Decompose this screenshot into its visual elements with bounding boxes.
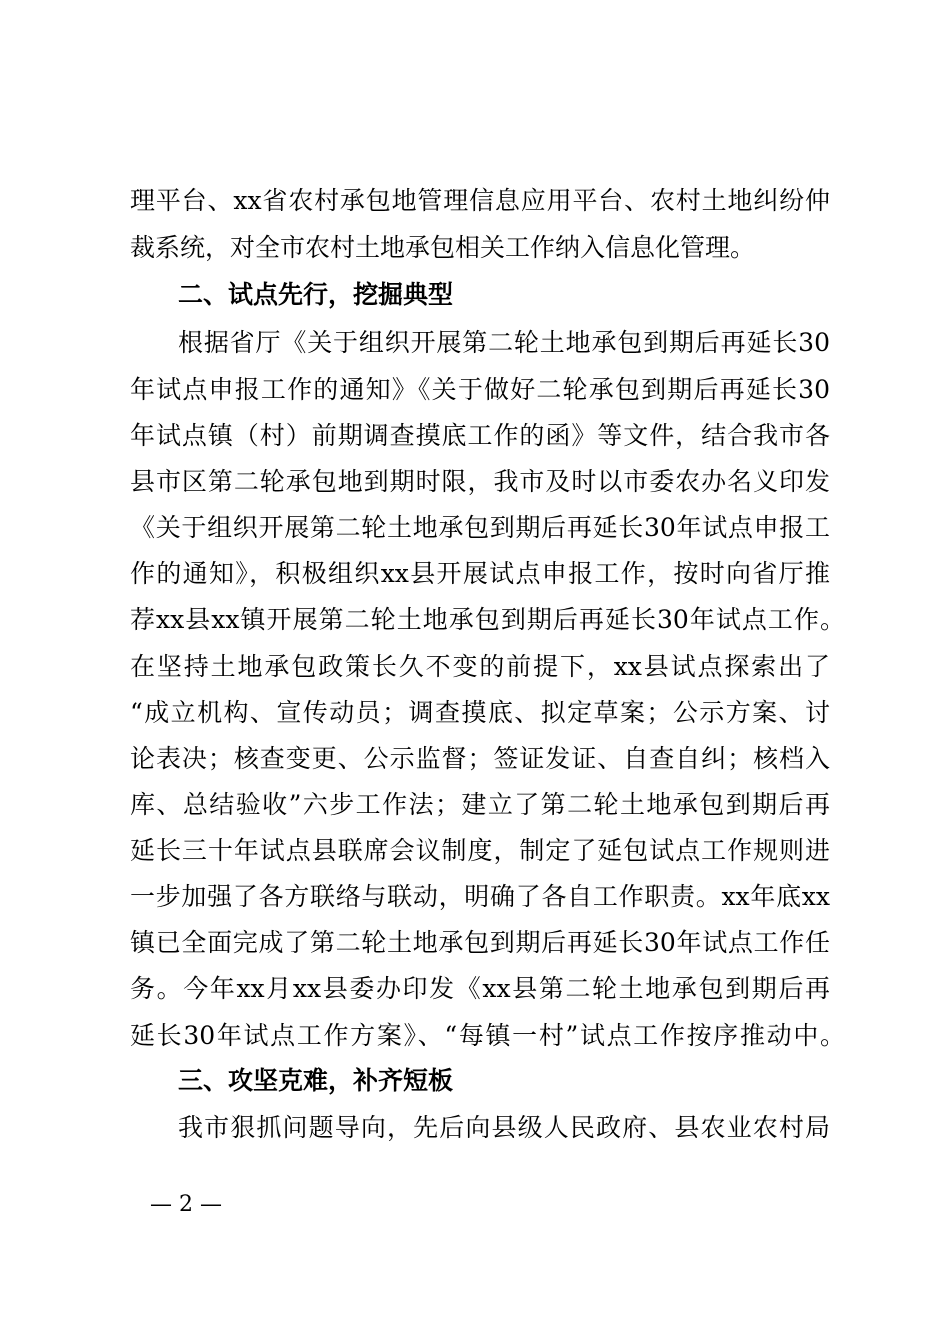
paragraph-line: 延长三十年试点县联席会议制度，制定了延包试点工作规则进 bbox=[130, 836, 830, 865]
paragraph-line: 论表决；核查变更、公示监督；签证发证、自查自纠；核档入 bbox=[130, 744, 830, 773]
paragraph-line: 库、总结验收”六步工作法；建立了第二轮土地承包到期后再 bbox=[130, 790, 830, 819]
section-heading-2: 二、试点先行，挖掘典型 bbox=[178, 280, 454, 309]
paragraph-line: 务。今年xx月xx县委办印发《xx县第二轮土地承包到期后再 bbox=[130, 974, 830, 1003]
paragraph-line: 一步加强了各方联络与联动，明确了各自工作职责。xx年底xx bbox=[130, 882, 830, 911]
paragraph-line: 理平台、xx省农村承包地管理信息应用平台、农村土地纠纷仲 bbox=[130, 186, 830, 215]
paragraph-line: 我市狠抓问题导向，先后向县级人民政府、县农业农村局 bbox=[178, 1113, 830, 1142]
paragraph-line: 年试点镇（村）前期调查摸底工作的函》等文件，结合我市各 bbox=[130, 421, 830, 450]
paragraph-line: 县市区第二轮承包地到期时限，我市及时以市委农办名义印发 bbox=[130, 467, 830, 496]
paragraph-line: 《关于组织开展第二轮土地承包到期后再延长30年试点申报工 bbox=[130, 513, 830, 542]
paragraph-line: 延长30年试点工作方案》、“每镇一村”试点工作按序推动中。 bbox=[130, 1021, 845, 1050]
paragraph-line: 根据省厅《关于组织开展第二轮土地承包到期后再延长30 bbox=[178, 328, 830, 357]
section-heading-3: 三、攻坚克难，补齐短板 bbox=[178, 1066, 454, 1095]
page-number: — 2 — bbox=[150, 1192, 222, 1217]
paragraph-line: “成立机构、宣传动员；调查摸底、拟定草案；公示方案、讨 bbox=[130, 698, 830, 727]
paragraph-line: 作的通知》，积极组织xx县开展试点申报工作，按时向省厅推 bbox=[130, 559, 830, 588]
paragraph-line: 在坚持土地承包政策长久不变的前提下，xx县试点探索出了 bbox=[130, 652, 830, 681]
paragraph-line: 裁系统，对全市农村土地承包相关工作纳入信息化管理。 bbox=[130, 233, 756, 262]
paragraph-line: 镇已全面完成了第二轮土地承包到期后再延长30年试点工作任 bbox=[130, 928, 830, 957]
paragraph-line: 年试点申报工作的通知》《关于做好二轮承包到期后再延长30 bbox=[130, 375, 830, 404]
paragraph-line: 荐xx县xx镇开展第二轮土地承包到期后再延长30年试点工作。 bbox=[130, 605, 845, 634]
